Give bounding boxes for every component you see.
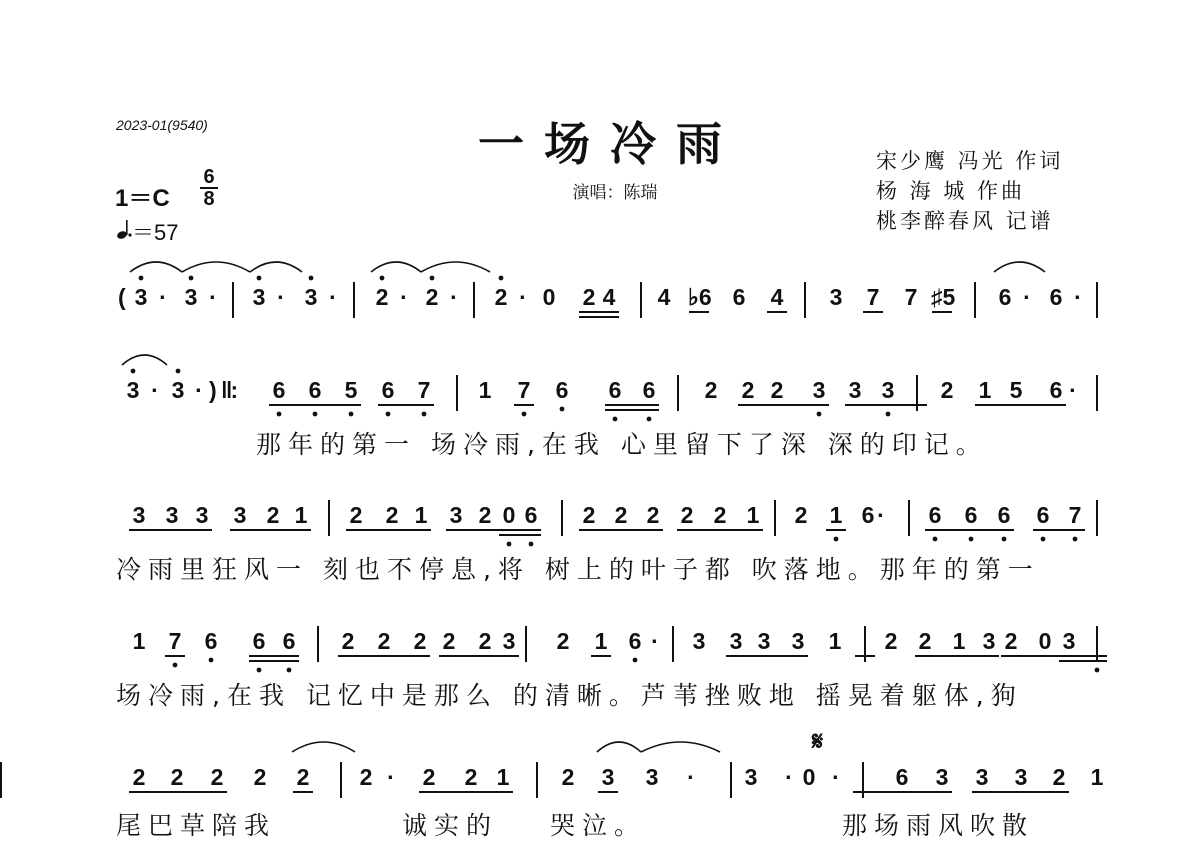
high-octave-dot — [176, 369, 181, 374]
note: 6 — [732, 284, 746, 310]
note: 2 — [377, 628, 391, 654]
note: 6 — [628, 628, 642, 654]
note: 3 — [975, 764, 989, 790]
low-octave-dot — [886, 412, 891, 417]
note: 3 — [126, 377, 140, 403]
note: 3 — [645, 764, 659, 790]
high-octave-dot — [131, 369, 136, 374]
augmentation-dot: · — [1023, 284, 1031, 310]
low-octave-dot — [277, 412, 282, 417]
augmentation-dot: · — [832, 764, 840, 790]
note: 3 — [744, 764, 758, 790]
note: 7 — [417, 377, 431, 403]
note: 2 — [1052, 764, 1066, 790]
note: 6 — [524, 502, 538, 528]
low-octave-dot — [349, 412, 354, 417]
note: 6 — [381, 377, 395, 403]
note: 6 — [928, 502, 942, 528]
note: 1 — [1090, 764, 1104, 790]
low-octave-dot — [1073, 537, 1078, 542]
segno-sign: 𝄋 — [812, 727, 824, 757]
note: 2 — [582, 502, 596, 528]
low-octave-dot — [1095, 668, 1100, 673]
note: 2 — [413, 628, 427, 654]
augmentation-dot: · — [450, 284, 458, 310]
low-octave-dot — [613, 417, 618, 422]
note: 3 — [1062, 628, 1076, 654]
note: 6 — [1036, 502, 1050, 528]
lyrics-line-5b: 诚实的 — [402, 811, 499, 840]
low-octave-dot — [173, 663, 178, 668]
note: 2 — [375, 284, 389, 310]
open-parenthesis: ( — [118, 284, 126, 310]
augmentation-dot: · — [1069, 377, 1077, 403]
note: 2 — [478, 628, 492, 654]
note: 2 — [561, 764, 575, 790]
note: 1 — [414, 502, 428, 528]
augmentation-dot: · — [877, 502, 885, 528]
note: 6 — [608, 377, 622, 403]
singer-credit: 演唱：陈瑞 — [572, 183, 658, 203]
note: 3 — [982, 628, 996, 654]
note: 3 — [132, 502, 146, 528]
note: 2 — [170, 764, 184, 790]
key-signature: 1＝C — [115, 185, 170, 212]
low-octave-dot — [386, 412, 391, 417]
note: 2 — [713, 502, 727, 528]
low-octave-dot — [969, 537, 974, 542]
low-octave-dot — [209, 658, 214, 663]
low-octave-dot — [633, 658, 638, 663]
note: 6 — [998, 284, 1012, 310]
low-octave-dot — [313, 412, 318, 417]
lyrics-line-2: 那年的第一 场冷雨,在我 心里留下了深 深的印记。 — [256, 430, 988, 459]
lyrics-line-5d: 那场雨风吹散 — [842, 811, 1035, 840]
low-octave-dot — [1002, 537, 1007, 542]
augmentation-dot: · — [159, 284, 167, 310]
note: 2 — [385, 502, 399, 528]
tie-arc — [641, 742, 720, 752]
low-octave-dot — [933, 537, 938, 542]
lyrics-line-3: 冷雨里狂风一 刻也不停息,将 树上的叶子都 吹落地。那年的第一 — [116, 555, 1040, 584]
low-octave-dot — [647, 417, 652, 422]
note: 2 — [1004, 628, 1018, 654]
note: 3 — [829, 284, 843, 310]
note: ♯5 — [931, 284, 956, 310]
low-octave-dot — [507, 542, 512, 547]
note: 5 — [344, 377, 358, 403]
note: 4 — [770, 284, 784, 310]
note: 3 — [502, 628, 516, 654]
augmentation-dot: · — [387, 764, 395, 790]
high-octave-dot — [499, 276, 504, 281]
note: 6 — [964, 502, 978, 528]
note: 3 — [252, 284, 266, 310]
low-octave-dot — [1041, 537, 1046, 542]
note: 7 — [866, 284, 880, 310]
note: 2 — [614, 502, 628, 528]
note: 3 — [881, 377, 895, 403]
note: 6 — [252, 628, 266, 654]
note: 3 — [165, 502, 179, 528]
transcriber-credit: 桃李醉春风 记谱 — [876, 209, 1054, 233]
note: 1 — [132, 628, 146, 654]
low-octave-dot — [529, 542, 534, 547]
lyrics-line-5c: 哭泣。 — [550, 811, 647, 840]
note: 2 — [266, 502, 280, 528]
note: ♭6 — [688, 284, 712, 310]
note: 1 — [828, 628, 842, 654]
note: 6 — [282, 628, 296, 654]
note: 0 — [1038, 628, 1052, 654]
note: 1 — [478, 377, 492, 403]
note: 3 — [729, 628, 743, 654]
note: 2 — [680, 502, 694, 528]
catalog-number: 2023-01(9540) — [116, 117, 208, 133]
high-octave-dot — [139, 276, 144, 281]
note: 7 — [517, 377, 531, 403]
note: 2 — [884, 628, 898, 654]
note: 1 — [594, 628, 608, 654]
note: 2 — [478, 502, 492, 528]
note: 5 — [1009, 377, 1023, 403]
note: 1 — [978, 377, 992, 403]
note: 2 — [940, 377, 954, 403]
note: 3 — [812, 377, 826, 403]
tie-arc — [182, 262, 250, 272]
note: 2 — [210, 764, 224, 790]
note: 7 — [904, 284, 918, 310]
note: 0 — [502, 502, 516, 528]
note: 3 — [1014, 764, 1028, 790]
tempo-value: ＝57 — [132, 220, 179, 245]
note: 2 — [296, 764, 310, 790]
augmentation-dot: · — [1074, 284, 1082, 310]
note: 4 — [657, 284, 671, 310]
note: 3 — [195, 502, 209, 528]
low-octave-dot — [560, 407, 565, 412]
note: 3 — [171, 377, 185, 403]
note: 6 — [1049, 284, 1063, 310]
note: 2 — [359, 764, 373, 790]
note: 3 — [692, 628, 706, 654]
note: 3 — [449, 502, 463, 528]
augmentation-dot: · — [151, 377, 159, 403]
low-octave-dot — [522, 412, 527, 417]
note: 2 — [770, 377, 784, 403]
note: 6 — [1049, 377, 1063, 403]
note: 1 — [829, 502, 843, 528]
high-octave-dot — [309, 276, 314, 281]
note: 2 — [794, 502, 808, 528]
lyricist-credit: 宋少鹰 冯光 作词 — [876, 149, 1064, 173]
note: 6 — [895, 764, 909, 790]
augmentation-dot: · — [209, 284, 217, 310]
note: 6 — [642, 377, 656, 403]
note: 3 — [757, 628, 771, 654]
note: 6 — [204, 628, 218, 654]
high-octave-dot — [189, 276, 194, 281]
augmentation-dot: · — [195, 377, 203, 403]
note: 3 — [233, 502, 247, 528]
tie-arc — [292, 742, 355, 752]
note: 2 — [464, 764, 478, 790]
note: 2 — [704, 377, 718, 403]
tie-arc — [421, 262, 490, 272]
note: 1 — [496, 764, 510, 790]
high-octave-dot — [257, 276, 262, 281]
note: 2 — [741, 377, 755, 403]
augmentation-dot: · — [687, 764, 695, 790]
repeat-start-sign: ‖: — [221, 377, 237, 403]
augmentation-dot: · — [277, 284, 285, 310]
note: 2 — [494, 284, 508, 310]
note: 3 — [134, 284, 148, 310]
low-octave-dot — [287, 668, 292, 673]
low-octave-dot — [817, 412, 822, 417]
note: 1 — [294, 502, 308, 528]
time-signature-top: 6 — [203, 166, 215, 188]
note: 2 — [582, 284, 596, 310]
note: 7 — [168, 628, 182, 654]
note: 1 — [952, 628, 966, 654]
composer-credit: 杨 海 城 作曲 — [876, 179, 1026, 203]
tie-arc — [250, 262, 302, 272]
augmentation-dot: · — [329, 284, 337, 310]
note: 2 — [442, 628, 456, 654]
note: 6 — [308, 377, 322, 403]
note: 6 — [272, 377, 286, 403]
augmentation-dot: · — [519, 284, 527, 310]
close-parenthesis: ) — [209, 377, 217, 403]
note: 2 — [341, 628, 355, 654]
high-octave-dot — [380, 276, 385, 281]
note: 3 — [935, 764, 949, 790]
note: 2 — [132, 764, 146, 790]
tie-arc — [371, 262, 421, 272]
note: 0 — [542, 284, 556, 310]
note: 2 — [556, 628, 570, 654]
note: 2 — [422, 764, 436, 790]
tie-arc — [994, 262, 1045, 272]
note: 0 — [802, 764, 816, 790]
note: 4 — [602, 284, 616, 310]
low-octave-dot — [257, 668, 262, 673]
augmentation-dot: · — [651, 628, 659, 654]
tie-arc — [130, 262, 182, 272]
augmentation-dot: · — [400, 284, 408, 310]
note: 3 — [791, 628, 805, 654]
note: 2 — [646, 502, 660, 528]
note: 2 — [349, 502, 363, 528]
song-title: 一场冷雨 — [478, 117, 742, 171]
lyrics-line-5a: 尾巴草陪我 — [116, 811, 277, 840]
note: 2 — [425, 284, 439, 310]
low-octave-dot — [834, 537, 839, 542]
note: 6 — [861, 502, 875, 528]
note: 1 — [746, 502, 760, 528]
note: 3 — [304, 284, 318, 310]
time-signature-bottom: 8 — [203, 188, 215, 210]
note: 2 — [253, 764, 267, 790]
augmentation-dot: · — [785, 764, 793, 790]
tie-arc — [122, 355, 167, 365]
high-octave-dot — [430, 276, 435, 281]
lyrics-line-4: 场冷雨,在我 记忆中是那么 的清晰。芦苇挫败地 摇晃着躯体,狗 — [116, 681, 1023, 710]
note: 3 — [848, 377, 862, 403]
note: 3 — [184, 284, 198, 310]
note: 3 — [601, 764, 615, 790]
note: 2 — [918, 628, 932, 654]
tie-arc — [597, 742, 641, 752]
note: 7 — [1068, 502, 1082, 528]
note: 6 — [997, 502, 1011, 528]
low-octave-dot — [422, 412, 427, 417]
note: 6 — [555, 377, 569, 403]
